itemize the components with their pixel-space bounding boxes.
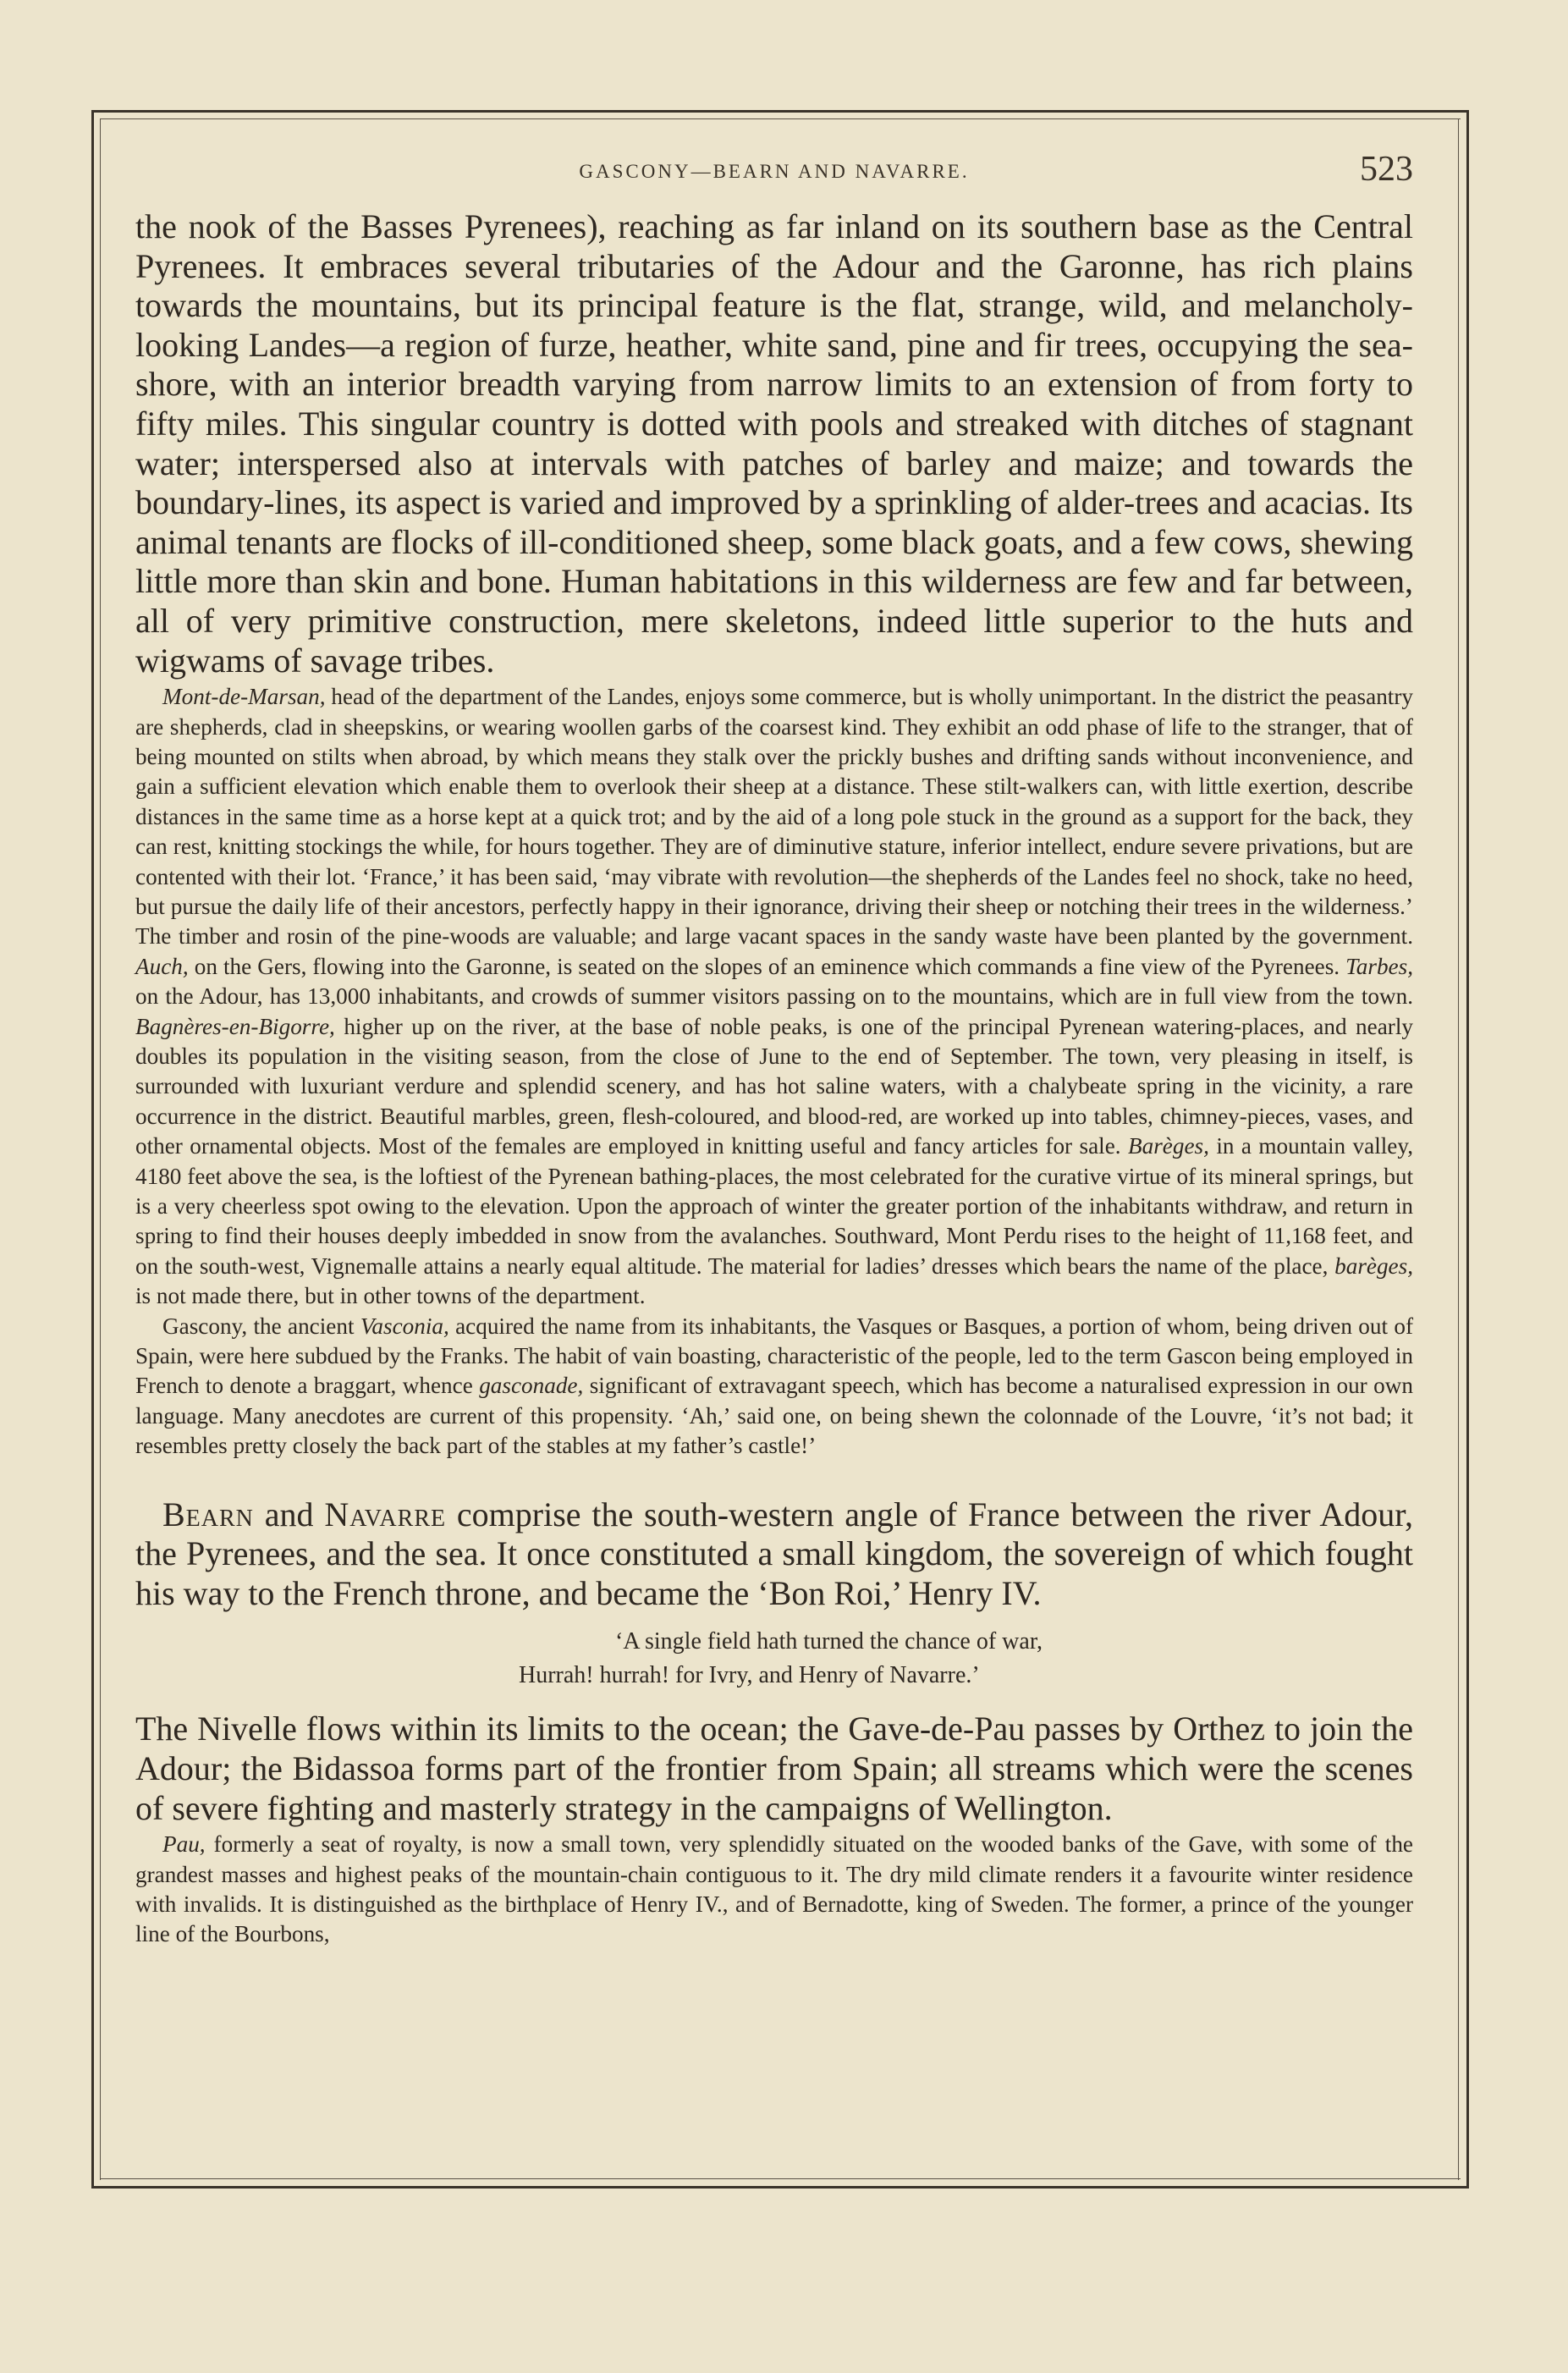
paragraph-pau: Pau, formerly a seat of royalty, is now a small town, very splendidly situated on the wooded banks of the Gave, with some of the grandest masses and highest peaks of the mountain-chain contiguous to it. The dry mild climate renders it a favourite winter residence with invalids. It is distinguished as the birthplace of Henry IV., and of Bernadotte, king of Sweden. The former, a prince of the younger line of the Bourbons, <box>135 1831 1413 1947</box>
frame-rule-top <box>91 110 1469 113</box>
term: gasconade, <box>479 1373 584 1399</box>
frame-rule-top-inner <box>100 118 1461 119</box>
paragraph-bearn-navarre: Bearn and Navarre comprise the south-western angle of France between the river Adour, the Pyrenees, and the sea. It once constituted a small kingdom, the sovereign of which fought his way to the French throne, and became the ‘Bon Roi,’ Henry IV. <box>135 1495 1413 1612</box>
frame-rule-right-inner <box>1458 118 1459 2180</box>
page-header <box>135 149 1413 191</box>
place-name: Bagnères-en-Bigorre, <box>135 1013 335 1039</box>
paragraph-rivers: The Nivelle flows within its limits to the ocean; the Gave-de-Pau passes by Orthez to join the Adour; the Bidassoa forms part of the frontier from Spain; all streams which were the scenes of severe fighting and masterly strategy in the campaigns of Wellington. <box>135 1710 1413 1827</box>
section-lead: Bearn <box>162 1495 254 1533</box>
term: barèges, <box>1334 1253 1413 1279</box>
place-name: Tarbes, <box>1345 953 1413 979</box>
page-body <box>135 207 1413 1950</box>
page-number: 523 <box>1360 150 1413 189</box>
frame-rule-bottom-inner <box>100 2178 1461 2179</box>
frame-rule-right <box>1466 110 1469 2189</box>
term: Vasconia, <box>360 1313 449 1339</box>
paragraph-landes-description: the nook of the Basses Pyrenees), reaching as far inland on its southern base as the Central Pyrenees. It embraces several tributaries of the Adour and the Garonne, has rich plains towards the mountains, but its principal feature is the flat, strange, wild, and melancholy-looking Landes—a region of furze, heather, white sand, pine and fir trees, occupying the sea-shore, with an interior breadth varying from narrow limits to an extension of from forty to fifty miles. This singular country is dotted with pools and streaked with ditches of stagnant water; interspersed also at intervals with patches of barley and maize; and towards the boundary-lines, its aspect is varied and improved by a sprinkling of alder-trees and acacias. Its animal tenants are flocks of ill-conditioned sheep, some black goats, and a few cows, shewing little more than skin and bone. Human habitations in this wilderness are few and far between, all of very primitive construction, mere skeletons, indeed little superior to the huts and wigwams of savage tribes. <box>135 207 1413 680</box>
place-name: Auch, <box>135 953 189 979</box>
verse-quotation <box>135 1625 1413 1693</box>
running-head: GASCONY—BEARN AND NAVARRE. <box>579 161 970 182</box>
place-name: Pau, <box>162 1831 206 1858</box>
paragraph-mont-de-marsan: Mont-de-Marsan, head of the department of the Landes, enjoys some commerce, but is wholly unimportant. In the district the peasantry are shepherds, clad in sheepskins, or wearing woollen garbs of the coarsest kind. They exhibit an odd phase of life to the stranger, that of being mounted on stilts when abroad, by which means they stalk over the prickly bushes and drifting sands without inconvenience, and gain a sufficient elevation which enable them to overlook their sheep at a distance. These stilt-walkers can, with little exertion, describe distances in the same time as a horse kept at a quick trot; and by the aid of a long pole stuck in the ground as a support for the back, they can rest, knitting stockings the while, for hours together. They are of diminutive stature, inferior intellect, endure severe privations, but are contented with their lot. ‘France,’ it has been said, ‘may vibrate with revolution—the shepherds of the Landes feel no shock, take no heed, but pursue the daily life of their ancestors, perfectly happy in their ignorance, driving their sheep or notching their trees in the wilderness.’ The timber and rosin of the pine-woods are valuable; and large vacant spaces in the sandy waste have been planted by the government. Auch, on the Gers, flowing into the Garonne, is seated on the slopes of an eminence which commands a fine view of the Pyrenees. Tarbes, on the Adour, has 13,000 inhabitants, and crowds of summer visitors passing on to the mountains, which are in full view from the town. Bagnères-en-Bigorre, higher up on the river, at the base of noble peaks, is one of the principal Pyrenean watering-places, and nearly doubles its population in the visiting season, from the close of June to the end of September. The town, very pleasing in itself, is surrounded with luxuriant verdure and splendid scenery, and has hot saline waters, with a chalybeate spring in the vicinity, a rare occurrence in the district. Beautiful marbles, green, flesh-coloured, and blood-red, are worked up into tables, chimney-pieces, vases, and other ornamental objects. Most of the females are employed in knitting useful and fancy articles for sale. Barèges, in a mountain valley, 4180 feet above the sea, is the loftiest of the Pyrenean bathing-places, the most celebrated for the curative virtue of its mineral springs, but is a very cheerless spot owing to the elevation. Upon the approach of winter the greater portion of the inhabitants withdraw, and return in spring to find their houses deeply imbedded in snow from the avalanches. Southward, Mont Perdu rises to the height of 11,168 feet, and on the south-west, Vignemalle attains a nearly equal altitude. The material for ladies’ dresses which bears the name of the place, barèges, is not made there, but in other towns of the department. <box>135 684 1413 1309</box>
verse-line: ‘A single field hath turned the chance of war, <box>615 1628 1043 1655</box>
section-lead: Navarre <box>324 1495 447 1533</box>
verse-line: Hurrah! hurrah! for Ivry, and Henry of Navarre.’ <box>519 1662 980 1689</box>
paragraph-gascony: Gascony, the ancient Vasconia, acquired the name from its inhabitants, the Vasques or Basques, a portion of whom, being driven out of Spain, were here subdued by the Franks. The habit of vain boasting, characteristic of the people, led to the term Gascon being employed in French to denote a braggart, whence gasconade, significant of extravagant speech, which has become a naturalised expression in our own language. Many anecdotes are current of this propensity. ‘Ah,’ said one, on being shewn the colonnade of the Louvre, ‘it’s not bad; it resembles pretty closely the back part of the stables at my father’s castle!’ <box>135 1313 1413 1459</box>
frame-rule-bottom <box>91 2186 1469 2189</box>
place-name: Barèges, <box>1128 1133 1209 1159</box>
place-name: Mont-de-Marsan, <box>162 684 326 710</box>
frame-rule-left-inner <box>100 118 101 2180</box>
frame-rule-left <box>91 110 94 2189</box>
